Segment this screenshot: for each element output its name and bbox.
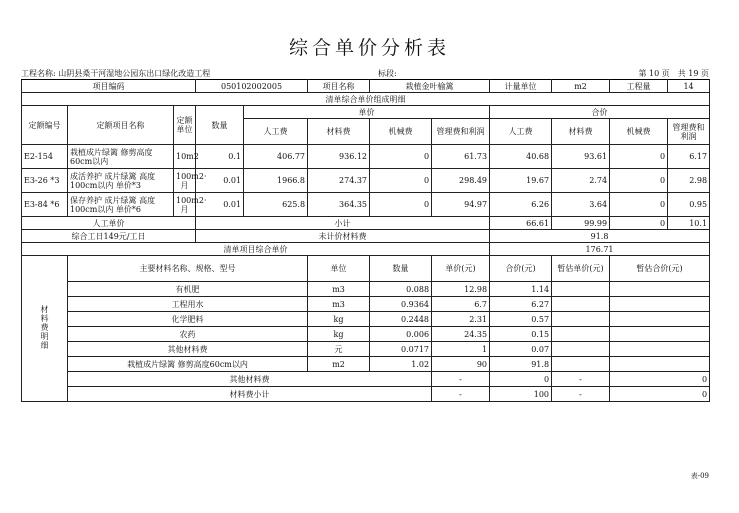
material-header-price: 单价(元)	[432, 256, 490, 282]
header-machine: 机械费	[370, 119, 432, 145]
unit-label: 计量单位	[490, 80, 552, 93]
material-est-total	[610, 342, 710, 357]
quota-total-machine: 0	[610, 145, 668, 169]
material-total: 0.07	[490, 342, 552, 357]
material-est-price	[552, 357, 610, 372]
material-unit: kg	[308, 327, 370, 342]
material-unit: 元	[308, 342, 370, 357]
material-qty: 0.006	[370, 327, 432, 342]
material-name: 农药	[68, 327, 308, 342]
subtotal-label: 小计	[196, 217, 490, 230]
material-header-name: 主要材料名称、规格、型号	[68, 256, 308, 282]
project-name-line	[21, 68, 210, 79]
material-est-total	[610, 282, 710, 297]
composition-header-row-1	[22, 106, 710, 119]
quota-labor: 1966.8	[244, 169, 308, 193]
material-total: 91.8	[490, 357, 552, 372]
material-name: 其他材料费	[68, 342, 308, 357]
other-material-est-total: 0	[610, 372, 710, 387]
material-subtotal-row	[22, 387, 710, 402]
item-name-label: 项目名称	[308, 80, 370, 93]
other-material-row	[22, 372, 710, 387]
material-header-qty: 数量	[370, 256, 432, 282]
header-total-material: 材料费	[552, 119, 610, 145]
quota-name: 栽植成片绿篱 修剪高度60cm以内	[68, 145, 174, 169]
material-header-total: 合价(元)	[490, 256, 552, 282]
quota-name: 成活养护 成片绿篱 高度100cm以内 单价*3	[68, 169, 174, 193]
quota-code: E2-154	[22, 145, 68, 169]
quota-labor: 406.77	[244, 145, 308, 169]
header-unit-price: 单价	[244, 106, 490, 119]
material-unit: m3	[308, 297, 370, 312]
page-number: 第 10 页 共 19 页	[638, 69, 709, 78]
quota-total-mgmt: 2.98	[668, 169, 710, 193]
quota-total-machine: 0	[610, 193, 668, 217]
quota-row	[22, 169, 710, 193]
other-material-price: -	[432, 372, 490, 387]
unit-price-row	[22, 243, 710, 256]
item-code: 050102002005	[196, 80, 308, 93]
quota-code: E3-84 *6	[22, 193, 68, 217]
material-est-price	[552, 342, 610, 357]
material-est-price	[552, 297, 610, 312]
material-unit: m3	[308, 282, 370, 297]
quota-total-labor: 6.26	[490, 193, 552, 217]
quota-row	[22, 193, 710, 217]
material-est-total	[610, 312, 710, 327]
material-row	[22, 312, 710, 327]
header-total-machine: 机械费	[610, 119, 668, 145]
material-price: 1	[432, 342, 490, 357]
material-name: 有机肥	[68, 282, 308, 297]
quota-total-mgmt: 6.17	[668, 145, 710, 169]
material-est-price	[552, 282, 610, 297]
unpriced-material-row	[22, 230, 710, 243]
subtotal-machine: 0	[610, 217, 668, 230]
quota-qty: 0.01	[196, 193, 244, 217]
material-est-total	[610, 297, 710, 312]
quota-labor: 625.8	[244, 193, 308, 217]
quota-unit: 100m2·月	[174, 193, 196, 217]
unit-value: m2	[552, 80, 610, 93]
other-material-total: 0	[490, 372, 552, 387]
material-detail-side-text: 材料费明细	[40, 305, 49, 350]
material-qty: 0.2448	[370, 312, 432, 327]
quota-material: 274.37	[308, 169, 370, 193]
quota-mgmt: 94.97	[432, 193, 490, 217]
material-total: 6.27	[490, 297, 552, 312]
header-quantity: 数量	[196, 106, 244, 145]
material-est-total	[610, 327, 710, 342]
quota-machine: 0	[370, 193, 432, 217]
header-quota-unit: 定额单位	[174, 106, 196, 145]
material-row	[22, 342, 710, 357]
unit-price-analysis-table	[21, 79, 710, 402]
project-label: 工程名称:	[21, 69, 56, 78]
unit-price-label: 清单项目综合单价	[22, 243, 490, 256]
unpriced-material-label: 未计价材料费	[196, 230, 490, 243]
material-detail-side-label	[22, 256, 68, 402]
section-label: 标段:	[378, 69, 397, 78]
quota-unit: 10m2	[174, 145, 196, 169]
material-row	[22, 297, 710, 312]
material-total: 1.14	[490, 282, 552, 297]
item-code-label: 项目编码	[22, 80, 196, 93]
material-subtotal-est-price: -	[552, 387, 610, 402]
material-name: 工程用水	[68, 297, 308, 312]
item-name: 栽植金叶榆篱	[370, 80, 490, 93]
unit-price-value: 176.71	[490, 243, 710, 256]
material-qty: 0.9364	[370, 297, 432, 312]
material-total: 0.15	[490, 327, 552, 342]
header-material: 材料费	[308, 119, 370, 145]
project-name: 山阴县桑干河湿地公园东出口绿化改造工程	[58, 69, 211, 78]
material-header-unit: 单位	[308, 256, 370, 282]
subtotal-material: 99.99	[552, 217, 610, 230]
material-subtotal-est-total: 0	[610, 387, 710, 402]
material-qty: 0.0717	[370, 342, 432, 357]
material-name: 化学肥料	[68, 312, 308, 327]
material-qty: 0.088	[370, 282, 432, 297]
material-unit: kg	[308, 312, 370, 327]
quota-unit: 100m2·月	[174, 169, 196, 193]
subtotal-labor: 66.61	[490, 217, 552, 230]
composition-title-row	[22, 93, 710, 106]
material-price: 12.98	[432, 282, 490, 297]
material-price: 90	[432, 357, 490, 372]
material-est-price	[552, 312, 610, 327]
labor-rate: 综合工日149元/工日	[22, 230, 196, 243]
header-total-price: 合价	[490, 106, 710, 119]
material-subtotal-total: 100	[490, 387, 552, 402]
header-quota-name: 定额项目名称	[68, 106, 174, 145]
material-header-est-total: 暂估合价(元)	[610, 256, 710, 282]
material-qty: 1.02	[370, 357, 432, 372]
material-est-price	[552, 327, 610, 342]
quota-qty: 0.01	[196, 169, 244, 193]
quantity-label: 工程量	[610, 80, 668, 93]
material-subtotal-price: -	[432, 387, 490, 402]
material-header-est-price: 暂估单价(元)	[552, 256, 610, 282]
quota-name: 保存养护 成片绿篱 高度100cm以内 单价*6	[68, 193, 174, 217]
quota-row	[22, 145, 710, 169]
quota-mgmt: 298.49	[432, 169, 490, 193]
other-material-est-price: -	[552, 372, 610, 387]
header-labor: 人工费	[244, 119, 308, 145]
material-row	[22, 282, 710, 297]
quota-total-material: 3.64	[552, 193, 610, 217]
form-number: 表-09	[690, 472, 709, 480]
composition-title: 清单综合单价组成明细	[22, 93, 710, 106]
material-header-row	[22, 256, 710, 282]
header-total-mgmt: 管理费和利润	[668, 119, 710, 145]
quota-total-labor: 40.68	[490, 145, 552, 169]
quota-material: 364.35	[308, 193, 370, 217]
quota-total-labor: 19.67	[490, 169, 552, 193]
material-subtotal-label: 材料费小计	[68, 387, 432, 402]
unpriced-material-value: 91.8	[490, 230, 710, 243]
subtotal-mgmt: 10.1	[668, 217, 710, 230]
material-row	[22, 327, 710, 342]
quota-total-material: 2.74	[552, 169, 610, 193]
material-name: 栽植成片绿篱 修剪高度60cm以内	[68, 357, 308, 372]
material-total: 0.57	[490, 312, 552, 327]
header-mgmt: 管理费和利润	[432, 119, 490, 145]
material-unit: m2	[308, 357, 370, 372]
quota-code: E3-26 *3	[22, 169, 68, 193]
material-price: 24.35	[432, 327, 490, 342]
labor-price-label: 人工单价	[22, 217, 196, 230]
quota-machine: 0	[370, 169, 432, 193]
subtotal-row	[22, 217, 710, 230]
page-title: 综合单价分析表	[288, 37, 450, 59]
quota-mgmt: 61.73	[432, 145, 490, 169]
quota-machine: 0	[370, 145, 432, 169]
quota-total-machine: 0	[610, 169, 668, 193]
item-head-row	[22, 80, 710, 93]
header-total-labor: 人工费	[490, 119, 552, 145]
quota-material: 936.12	[308, 145, 370, 169]
quota-qty: 0.1	[196, 145, 244, 169]
other-material-label: 其他材料费	[68, 372, 432, 387]
material-price: 2.31	[432, 312, 490, 327]
header-quota-code: 定额编号	[22, 106, 68, 145]
quantity-value: 14	[668, 80, 710, 93]
material-price: 6.7	[432, 297, 490, 312]
quota-total-mgmt: 0.95	[668, 193, 710, 217]
quota-total-material: 93.61	[552, 145, 610, 169]
material-row	[22, 357, 710, 372]
material-est-total	[610, 357, 710, 372]
